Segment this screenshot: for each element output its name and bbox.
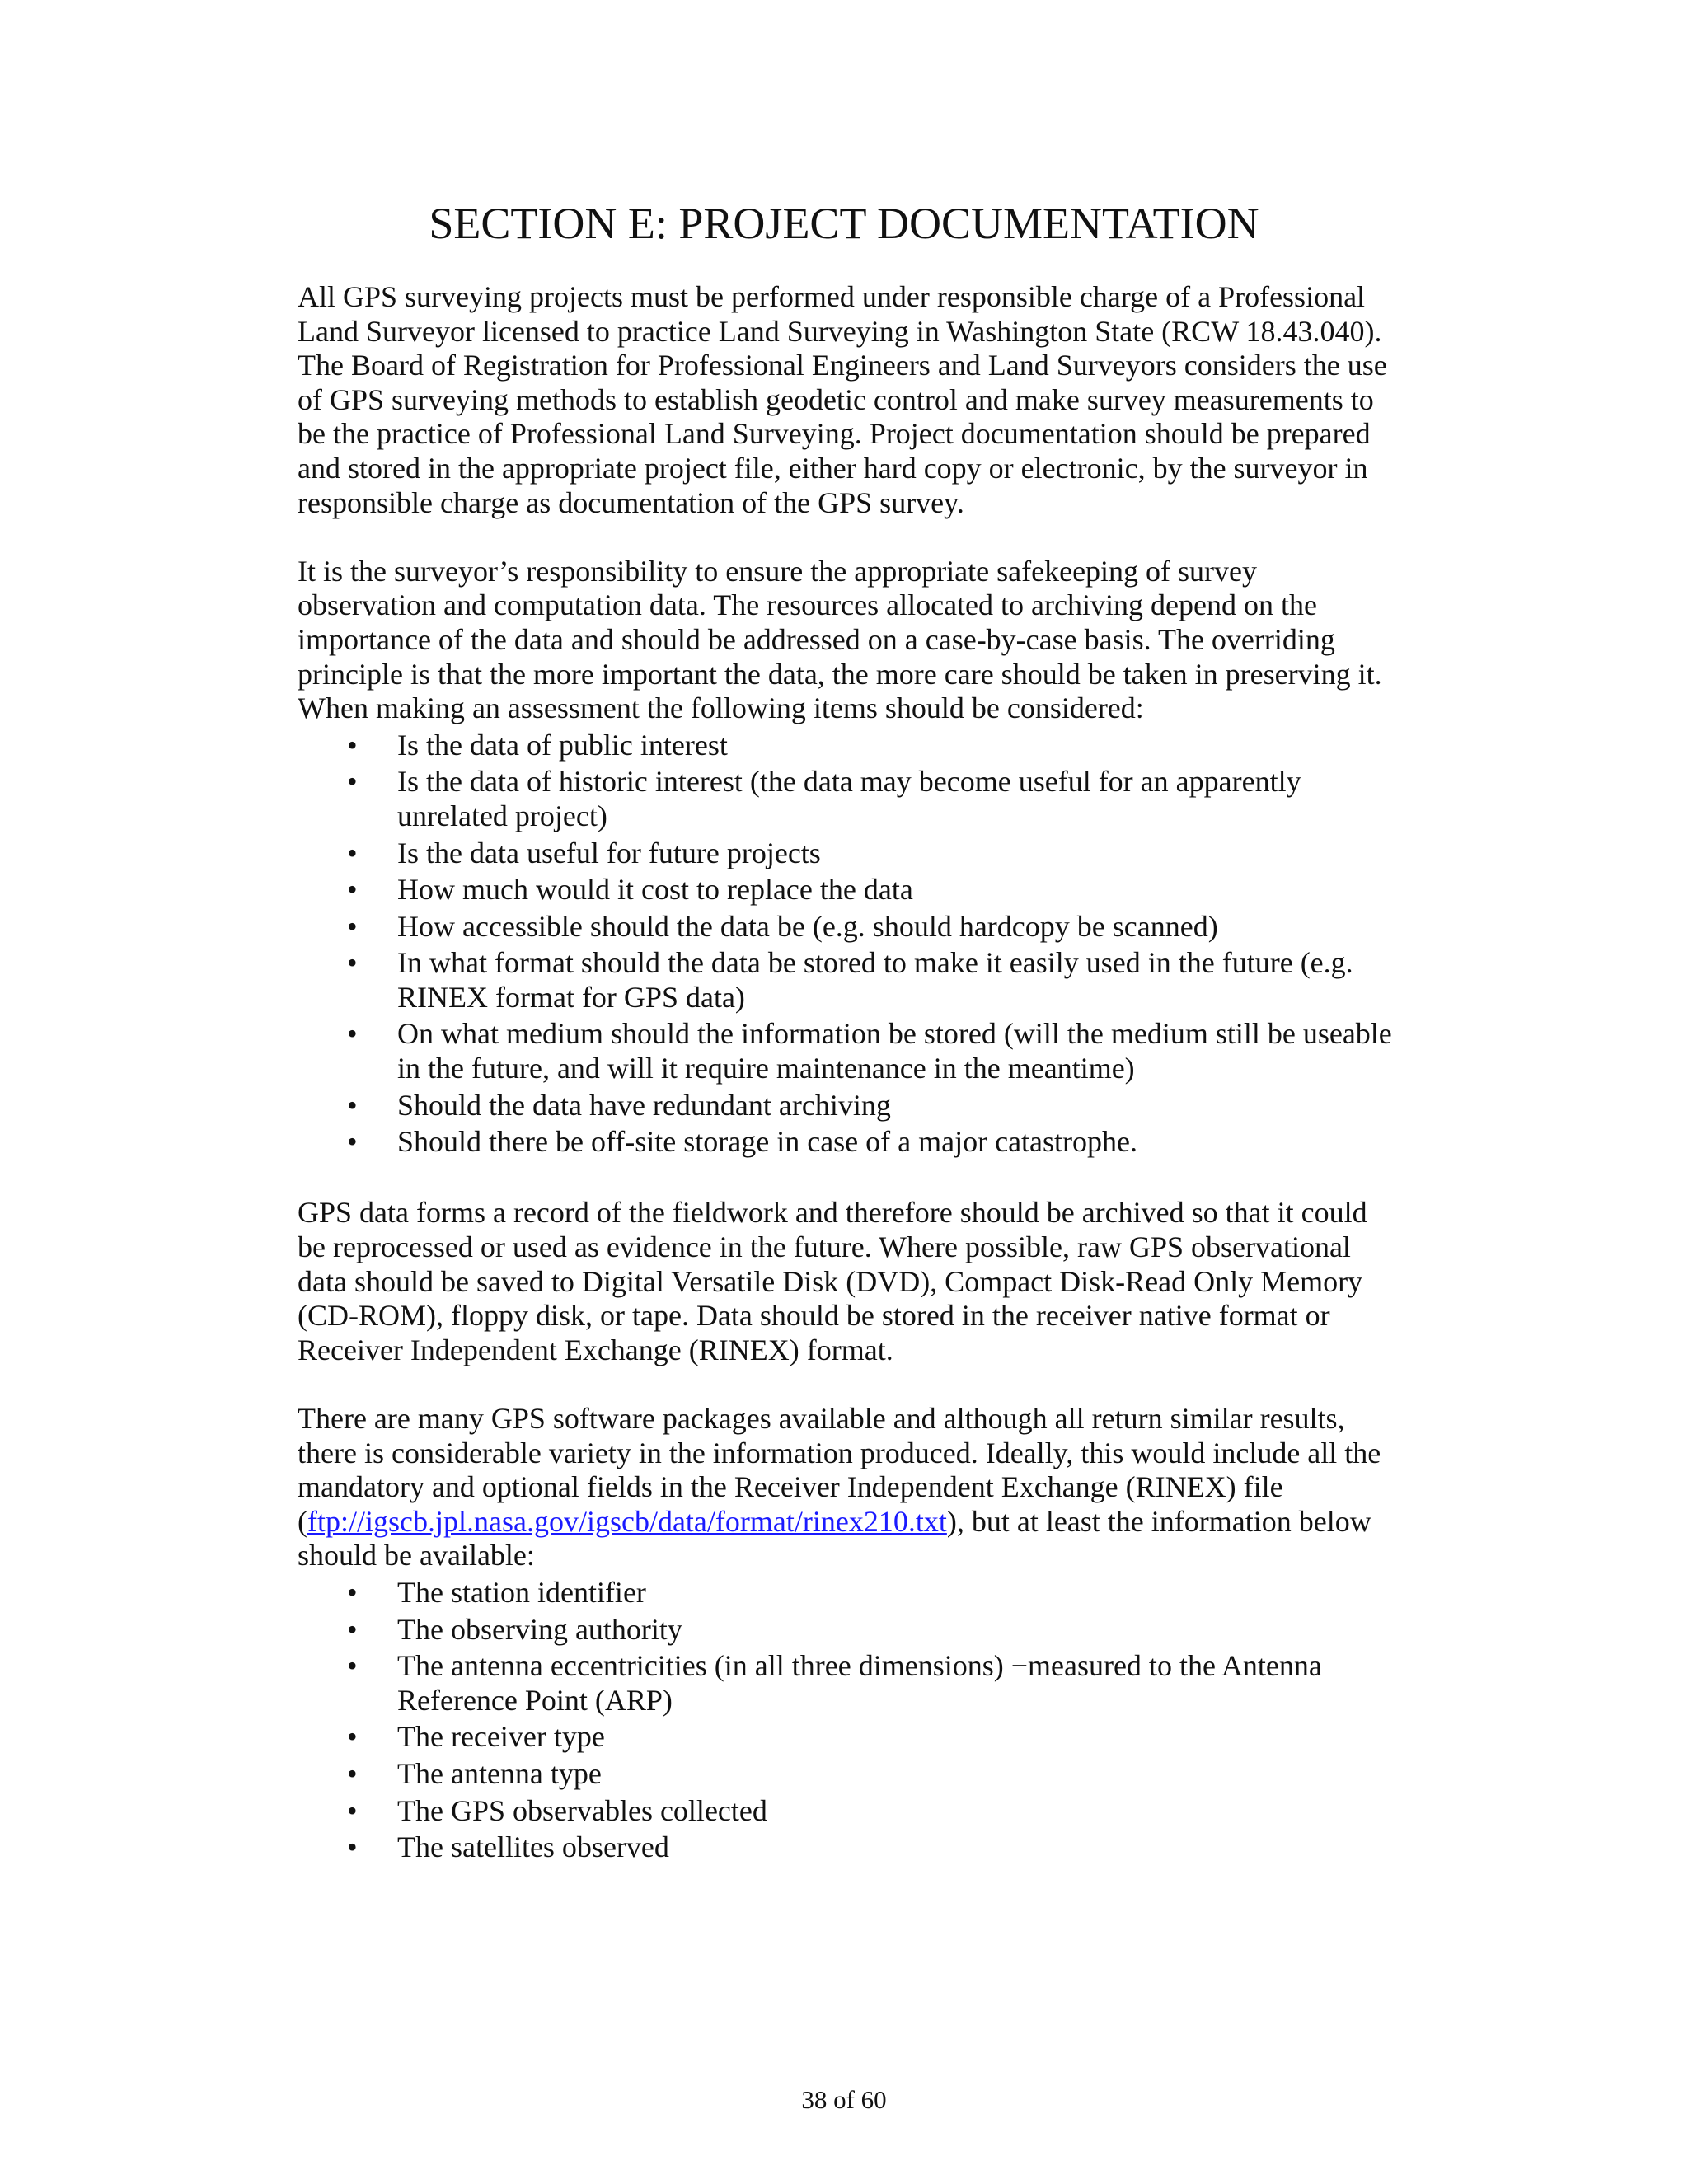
list-item: • Is the data useful for future projects [397,837,1402,871]
list-item: • On what medium should the information be stored (will the medium still be useable in the future, and will it require maintenance in the meantime) [397,1017,1402,1085]
list-item: • How accessible should the data be (e.g. should hardcopy be scanned) [397,910,1402,944]
paragraph-software-text: There are many GPS software packages available and although all return similar results, there is considerable variety in the information produced. Ideally, this would include all the mandatory and optional fields in the Receiver Independent Exchange (RINEX) file [298,1402,1381,1504]
paragraph-safekeeping: It is the surveyor’s responsibility to ensure the appropriate safekeeping of survey observation and computation data. The resources allocated to archiving depend on the importance of the data and should be addressed on a case-by-case basis. The overriding principle is that the more important the data, the more care should be taken in preserving it. When making an assessment the following items should be considered: [298,554,1382,725]
list-item: • The antenna eccentricities (in all three dimensions) −measured to the Antenna Reference Point (ARP) [397,1649,1402,1718]
list-item: • How much would it cost to replace the data [397,873,1402,907]
list-item: • The observing authority [397,1613,1402,1647]
paragraph-software-tail: ), but at least the information below should be available: [298,1504,1372,1572]
list-item: • Should there be off-site storage in case of a major catastrophe. [397,1125,1402,1160]
list-item: • The receiver type [397,1720,1402,1755]
list-item: • The station identifier [397,1576,1402,1610]
list-item: • In what format should the data be stored to make it easily used in the future (e.g. RINEX format for GPS data) [397,946,1402,1015]
document-body [298,280,1402,1868]
list-item: • Is the data of historic interest (the data may become useful for an apparently unrelated project) [397,765,1402,833]
list-item: • The satellites observed [397,1830,1402,1865]
page-title: SECTION E: PROJECT DOCUMENTATION [429,199,1259,248]
page-number: 38 of 60 [801,2085,887,2114]
paragraph-responsible-charge: All GPS surveying projects must be performed under responsible charge of a Professional Land Surveyor licensed to practice Land Surveying in Washington State (RCW 18.43.040). The Board of Registration for Professional Engineers and Land Surveyors considers the use of GPS surveying methods to establish geodetic control and make survey measurements to be the practice of Professional Land Surveying. Project documentation should be prepared and stored in the appropriate project file, either hard copy or electronic, by the surveyor in responsible charge as documentation of the GPS survey. [298,280,1387,519]
open-paren: ( [298,1504,307,1538]
required-info-list [298,1576,1402,1865]
list-item: • The GPS observables collected [397,1794,1402,1829]
list-item: • The antenna type [397,1757,1402,1792]
list-item: • Is the data of public interest [397,729,1402,763]
list-item: • Should the data have redundant archiving [397,1089,1402,1123]
paragraph-software [298,1402,1402,1573]
assessment-list [298,729,1402,1160]
paragraph-archiving: GPS data forms a record of the fieldwork and therefore should be archived so that it could be reprocessed or used as evidence in the future. Where possible, raw GPS observational data should be saved to Digital Versatile Disk (DVD), Compact Disk-Read Only Memory (CD-ROM), floppy disk, or tape. Data should be stored in the receiver native format or Receiver Independent Exchange (RINEX) format. [298,1196,1367,1366]
rinex-link[interactable]: ftp://igscb.jpl.nasa.gov/igscb/data/format/rinex210.txt [307,1504,947,1538]
